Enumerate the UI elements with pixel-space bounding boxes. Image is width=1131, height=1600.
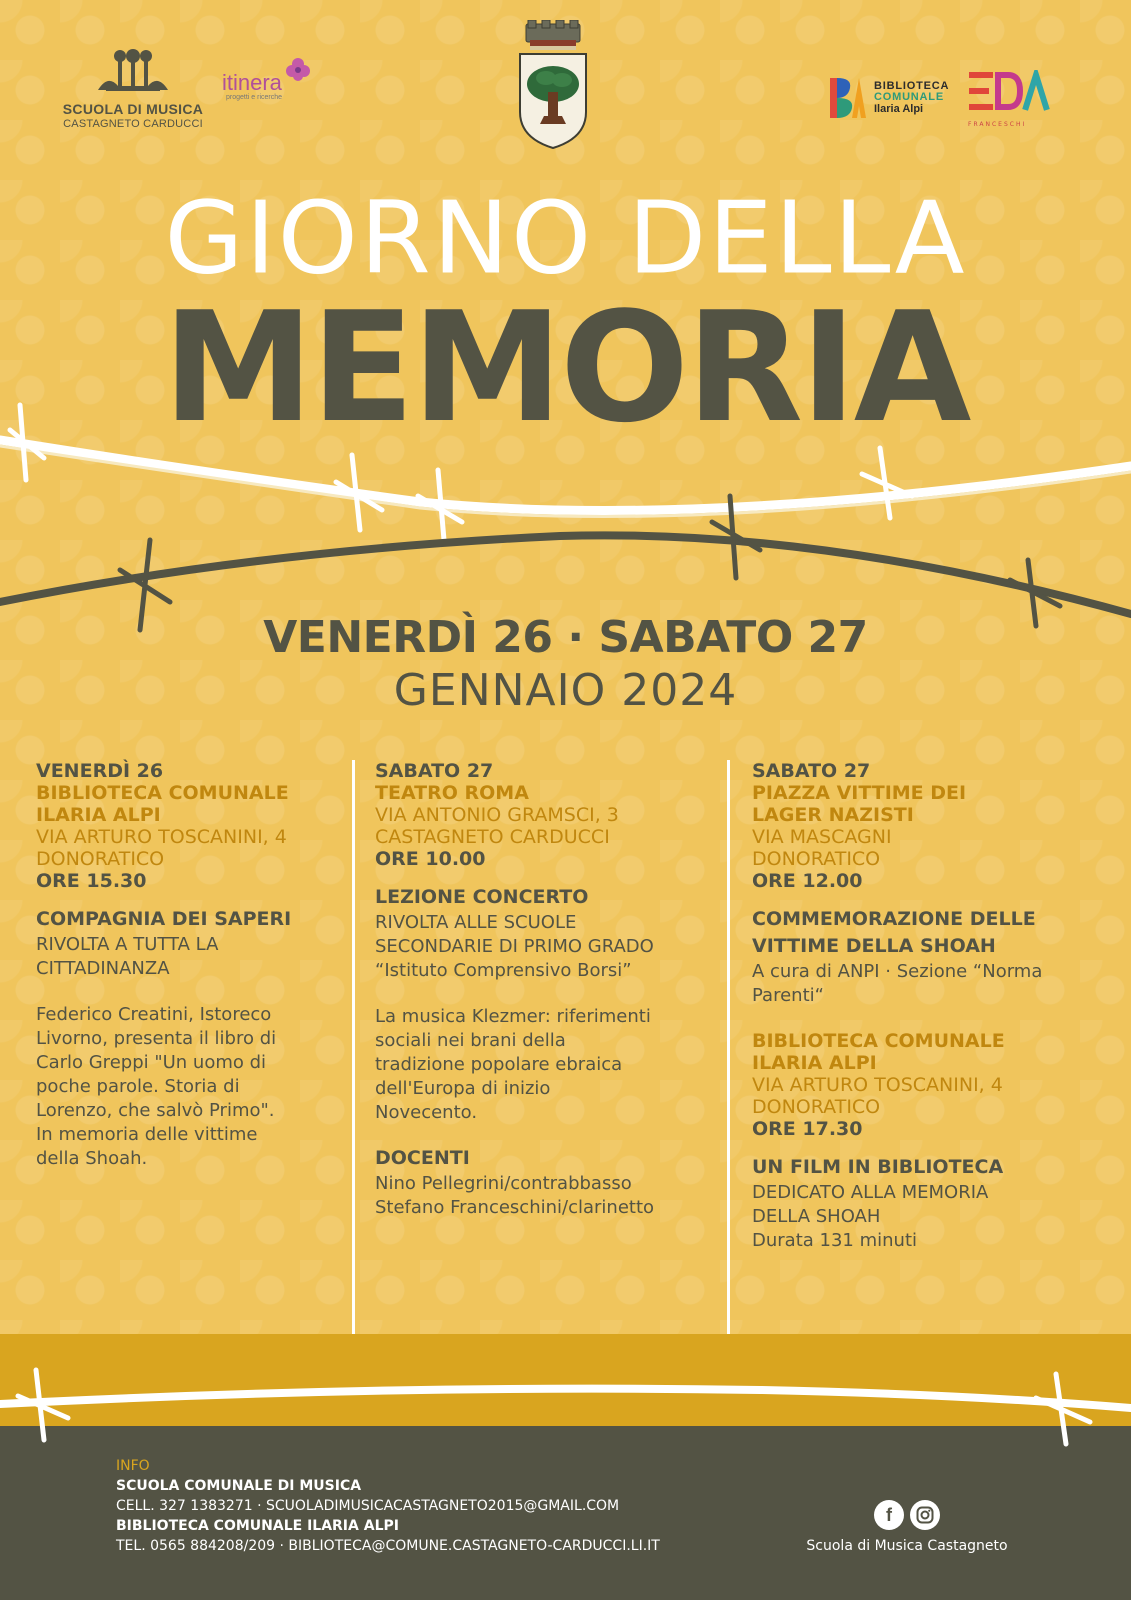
music-logo-icon: [58, 46, 208, 101]
col3-address-line2: DONORATICO: [752, 848, 881, 870]
facebook-icon[interactable]: f: [874, 1500, 904, 1530]
col3-day: SABATO 27: [752, 760, 871, 782]
col2-docente: Stefano Franceschini/clarinetto: [375, 1197, 655, 1218]
info-org2: BIBLIOTECA COMUNALE ILARIA ALPI: [116, 1518, 399, 1534]
col3-sub-b-line: DELLA SHOAH: [752, 1206, 881, 1227]
column-divider: [727, 760, 730, 1334]
biblio-logo-line1: BIBLIOTECA: [874, 79, 950, 92]
col1-desc-line: In memoria delle vittime: [36, 1124, 258, 1145]
col1-desc-line: Lorenzo, che salvò Primo".: [36, 1100, 275, 1121]
info-block: [116, 1456, 660, 1556]
col1-desc-line: della Shoah.: [36, 1148, 148, 1169]
col1-venue-line2: ILARIA ALPI: [36, 804, 161, 826]
column-divider: [352, 760, 355, 1334]
col1-sub-line2: CITTADINANZA: [36, 958, 170, 979]
title-line1: GIORNO DELLA: [164, 180, 967, 297]
info-label: INFO: [116, 1458, 150, 1474]
col1-heading: COMPAGNIA DEI SAPERI: [36, 908, 292, 930]
flower-icon: [284, 56, 312, 84]
col3-venue-b-line1: BIBLIOTECA COMUNALE: [752, 1030, 1005, 1052]
info-contact1: CELL. 327 1383271 · SCUOLADIMUSICACASTAGNETO2015@GMAIL.COM: [116, 1498, 620, 1514]
col1-desc-line: Federico Creatini, Istoreco: [36, 1004, 272, 1025]
col2-venue: TEATRO ROMA: [375, 782, 529, 804]
col1-address-line1: VIA ARTURO TOSCANINI, 4: [36, 826, 287, 848]
program-column-2: [375, 760, 720, 1220]
col2-docenti-label: DOCENTI: [375, 1147, 470, 1169]
col1-sub-line1: RIVOLTA A TUTTA LA: [36, 934, 219, 955]
social-caption: Scuola di Musica Castagneto: [806, 1538, 1008, 1554]
col2-sub-line: SECONDARIE DI PRIMO GRADO: [375, 936, 654, 957]
col2-time: ORE 10.00: [375, 848, 486, 870]
eda-logo: [968, 70, 1058, 128]
col1-desc-line: poche parole. Storia di: [36, 1076, 240, 1097]
col2-desc-line: Novecento.: [375, 1102, 478, 1123]
col2-heading: LEZIONE CONCERTO: [375, 886, 589, 908]
col1-desc-line: Livorno, presenta il libro di: [36, 1028, 277, 1049]
col2-desc-line: sociali nei brani della: [375, 1030, 566, 1051]
col3-time-b: ORE 17.30: [752, 1118, 863, 1140]
info-org1: SCUOLA COMUNALE DI MUSICA: [116, 1478, 362, 1494]
col1-description: [36, 1003, 346, 1171]
program-column-1: [36, 760, 346, 1171]
program-column-3: [752, 760, 1122, 1253]
col1-day: VENERDÌ 26: [36, 760, 164, 782]
scuola-logo-line2: CASTAGNETO CARDUCCI: [63, 118, 203, 130]
col3-sub-line2: Parenti“: [752, 985, 824, 1006]
itinera-logo-text: itinera: [222, 70, 282, 95]
title-line2: MEMORIA: [162, 279, 969, 456]
col3-address-line1: VIA MASCAGNI: [752, 826, 892, 848]
event-month-year: GENNAIO 2024: [393, 665, 738, 716]
col3-venue-line1: PIAZZA VITTIME DEI: [752, 782, 967, 804]
info-contact2: TEL. 0565 884208/209 · BIBLIOTECA@COMUNE.CASTAGNETO-CARDUCCI.LI.IT: [116, 1538, 660, 1554]
scuola-di-musica-logo: [58, 46, 208, 130]
col3-time: ORE 12.00: [752, 870, 863, 892]
instagram-icon[interactable]: [910, 1500, 940, 1530]
footer-barbed-wire-graphic: [0, 1360, 1131, 1460]
col3-sub-line1: A cura di ANPI · Sezione “Norma: [752, 961, 1043, 982]
col2-docente: Nino Pellegrini/contrabbasso: [375, 1173, 632, 1194]
scuola-logo-line1: SCUOLA DI MUSICA: [62, 101, 204, 117]
col1-time: ORE 15.30: [36, 870, 147, 892]
col3-sub-b-line: DEDICATO ALLA MEMORIA: [752, 1182, 989, 1203]
itinera-logo: [222, 70, 312, 101]
col2-address-line2: CASTAGNETO CARDUCCI: [375, 826, 610, 848]
col3-heading-b: UN FILM IN BIBLIOTECA: [752, 1156, 1004, 1178]
col3-venue-line2: LAGER NAZISTI: [752, 804, 914, 826]
col3-sub-b-line: Durata 131 minuti: [752, 1230, 917, 1251]
col3-heading-line1: COMMEMORAZIONE DELLE: [752, 908, 1036, 930]
col1-desc-line: Carlo Greppi "Un uomo di: [36, 1052, 267, 1073]
col3-address-b-line2: DONORATICO: [752, 1096, 881, 1118]
col2-desc-line: tradizione popolare ebraica: [375, 1054, 623, 1075]
col2-sub-line: “Istituto Comprensivo Borsi”: [375, 960, 632, 981]
program-columns: [0, 760, 1131, 1334]
eda-logo-text: [968, 70, 1058, 119]
event-dates: VENERDÌ 26 · SABATO 27: [263, 612, 868, 663]
col1-venue-line1: BIBLIOTECA COMUNALE: [36, 782, 289, 804]
eda-logo-small: FRANCESCHI: [968, 121, 1027, 128]
col2-address-line1: VIA ANTONIO GRAMSCI, 3: [375, 804, 619, 826]
col2-desc-line: dell'Europa di inizio: [375, 1078, 551, 1099]
col2-sub-line: RIVOLTA ALLE SCUOLE: [375, 912, 577, 933]
ba-logo-icon: [830, 74, 866, 122]
col3-venue-b-line2: ILARIA ALPI: [752, 1052, 877, 1074]
col2-desc-line: La musica Klezmer: riferimenti: [375, 1006, 651, 1027]
biblio-logo-line2: COMUNALE: [874, 91, 944, 104]
municipal-crest-icon: [516, 20, 590, 150]
col2-description: [375, 1005, 720, 1125]
itinera-logo-small: progetti e ricerche: [226, 94, 283, 101]
col2-day: SABATO 27: [375, 760, 494, 782]
biblio-logo-line3: Ilaria Alpi: [874, 102, 924, 115]
barbed-wire-graphic: [0, 400, 1131, 640]
col3-heading-line2: VITTIME DELLA SHOAH: [752, 935, 996, 957]
biblioteca-logo: [830, 74, 949, 122]
col3-address-b-line1: VIA ARTURO TOSCANINI, 4: [752, 1074, 1003, 1096]
col1-address-line2: DONORATICO: [36, 848, 165, 870]
social-block: [792, 1500, 1022, 1554]
